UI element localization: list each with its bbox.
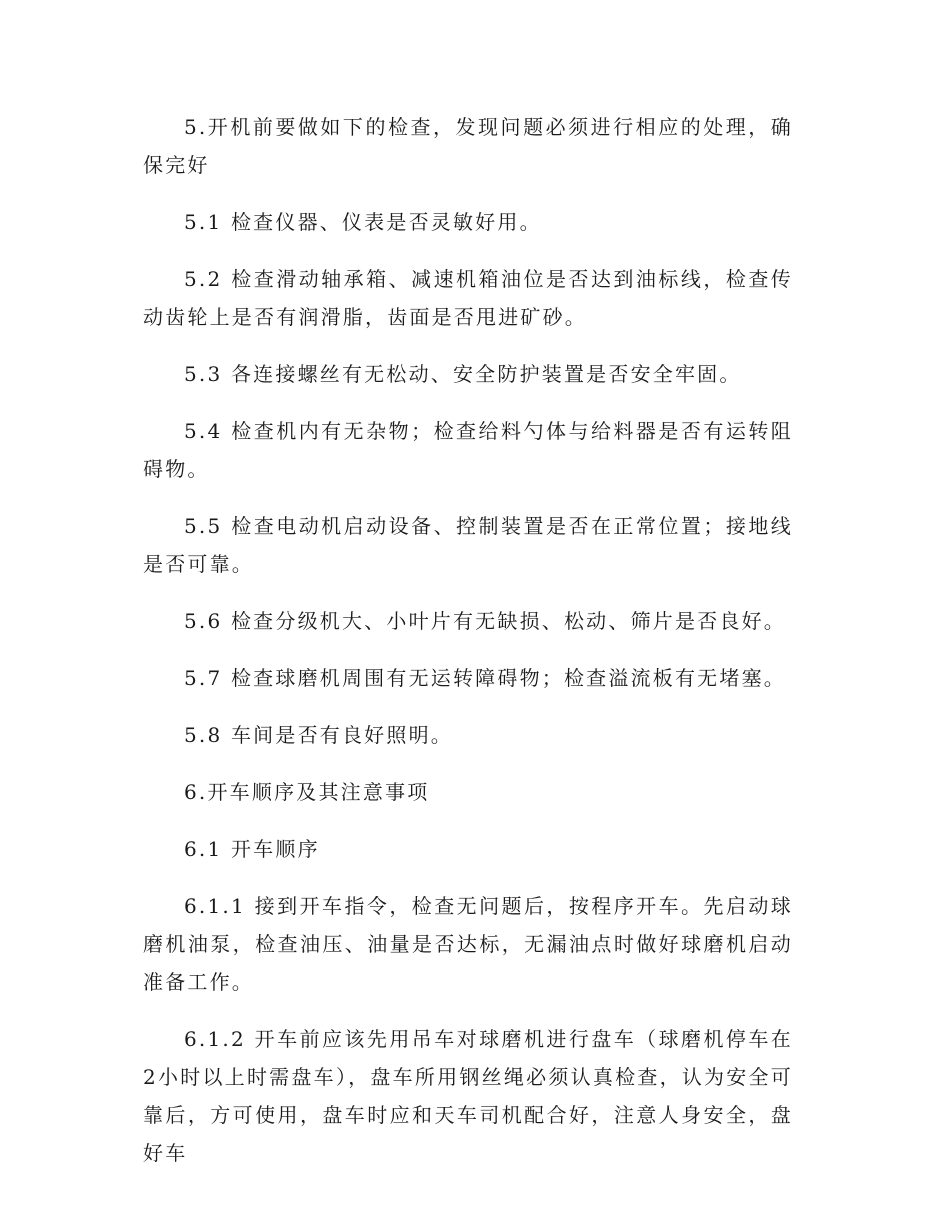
paragraph-5-1: 5.1 检查仪器、仪表是否灵敏好用。 xyxy=(184,210,542,234)
paragraph-5-7: 5.7 检查球磨机周围有无运转障碍物；检查溢流板有无堵塞。 xyxy=(184,666,786,690)
paragraph-6-heading: 6.开车顺序及其注意事项 xyxy=(184,780,430,804)
paragraph-5-4: 5.4 检查机内有无杂物；检查给料勺体与给料器是否有运转阻碍物。 xyxy=(143,419,793,481)
paragraph-5-heading: 5.开机前要做如下的检查，发现问题必须进行相应的处理，确保完好 xyxy=(143,115,793,177)
document-body xyxy=(143,108,793,1191)
paragraph-5-5: 5.5 检查电动机启动设备、控制装置是否在正常位置；接地线是否可靠。 xyxy=(143,514,793,576)
paragraph-6-1-1: 6.1.1 接到开车指令，检查无问题后，按程序开车。先启动球磨机油泵，检查油压、油量是否达标，无漏油点时做好球磨机启动准备工作。 xyxy=(143,894,793,994)
paragraph-6-1: 6.1 开车顺序 xyxy=(184,837,320,861)
paragraph-6-1-2: 6.1.2 开车前应该先用吊车对球磨机进行盘车（球磨机停车在2小时以上时需盘车），盘车所用钢丝绳必须认真检查，认为安全可靠后，方可使用，盘车时应和天车司机配合好，注意人身安全，盘好车 xyxy=(143,1027,793,1165)
paragraph-5-3: 5.3 各连接螺丝有无松动、安全防护装置是否安全牢固。 xyxy=(184,362,742,386)
paragraph-5-8: 5.8 车间是否有良好照明。 xyxy=(184,723,453,747)
paragraph-5-2: 5.2 检查滑动轴承箱、减速机箱油位是否达到油标线，检查传动齿轮上是否有润滑脂，齿面是否甩进矿砂。 xyxy=(143,267,793,329)
paragraph-5-6: 5.6 检查分级机大、小叶片有无缺损、松动、筛片是否良好。 xyxy=(184,609,786,633)
